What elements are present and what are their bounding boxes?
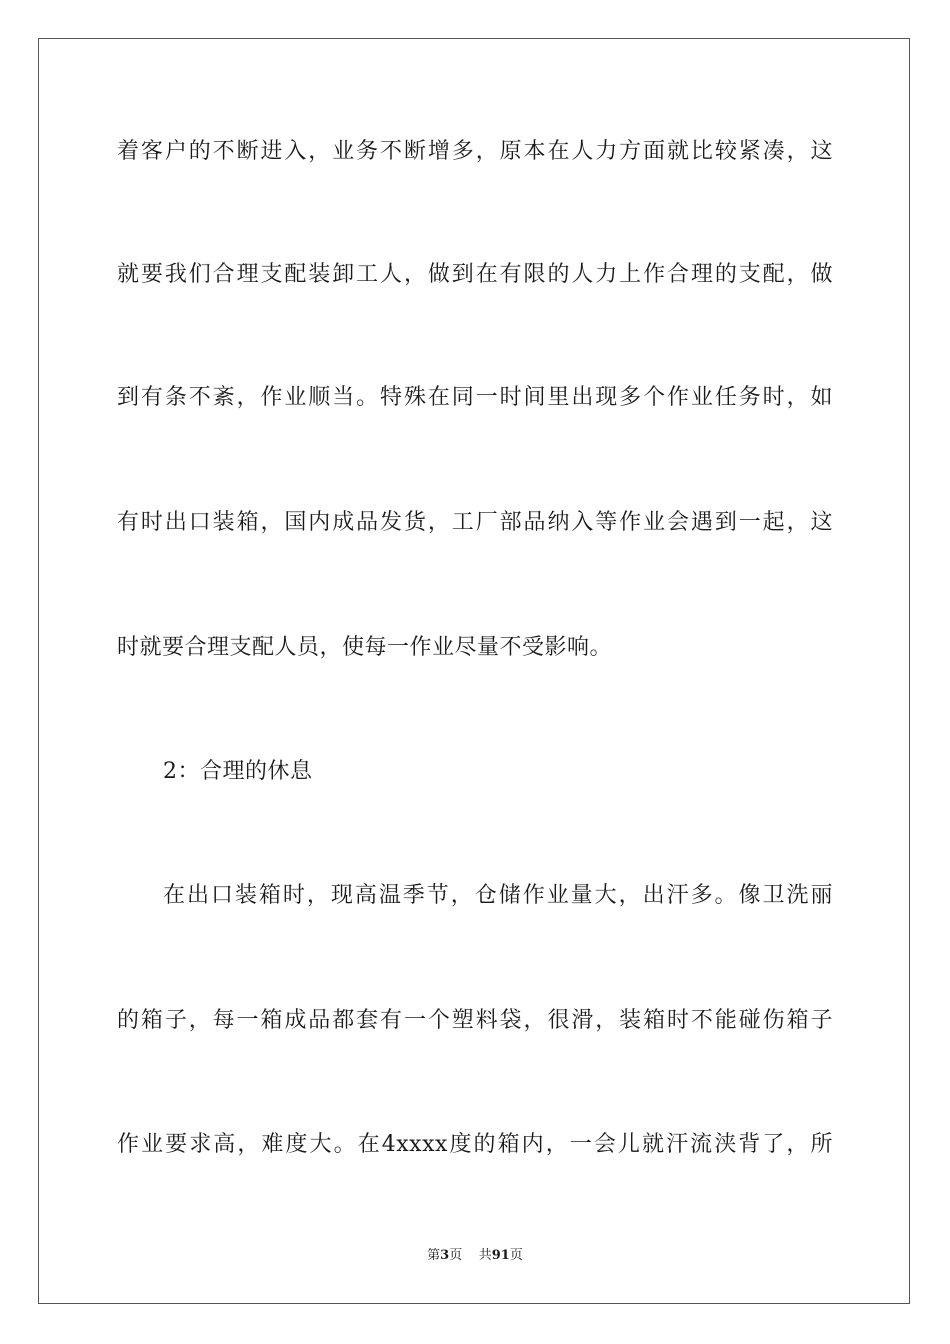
total-pages: 91: [491, 1248, 510, 1263]
total-suffix: 页: [509, 1248, 523, 1263]
page-border: [38, 38, 910, 1304]
section-heading: 2：合理的休息: [163, 759, 313, 784]
page-footer: [0, 1247, 950, 1265]
body-text-line: 作业要求高，难度大。在4xxxx度的箱内，一会儿就汗流浃背了，所: [117, 1132, 833, 1157]
body-text-line: 在出口装箱时，现高温季节，仓储作业量大，出汗多。像卫洗丽: [163, 883, 833, 908]
body-text-line: 就要我们合理支配装卸工人，做到在有限的人力上作合理的支配，做: [117, 262, 833, 287]
body-text-line: 时就要合理支配人员，使每一作业尽量不受影响。: [117, 635, 613, 660]
body-text-line: 有时出口装箱，国内成品发货，工厂部品纳入等作业会遇到一起，这: [117, 510, 833, 535]
body-text-line: 着客户的不断进入，业务不断增多，原本在人力方面就比较紧凑，这: [117, 139, 833, 164]
page-suffix: 页: [449, 1248, 463, 1263]
page-prefix: 第: [427, 1248, 441, 1263]
total-prefix: 共: [478, 1248, 492, 1263]
body-text-line: 的箱子，每一箱成品都套有一个塑料袋，很滑，装箱时不能碰伤箱子: [117, 1008, 833, 1033]
body-text-line: 到有条不紊，作业顺当。特殊在同一时间里出现多个作业任务时，如: [117, 385, 833, 410]
page-number: 3: [440, 1248, 450, 1263]
